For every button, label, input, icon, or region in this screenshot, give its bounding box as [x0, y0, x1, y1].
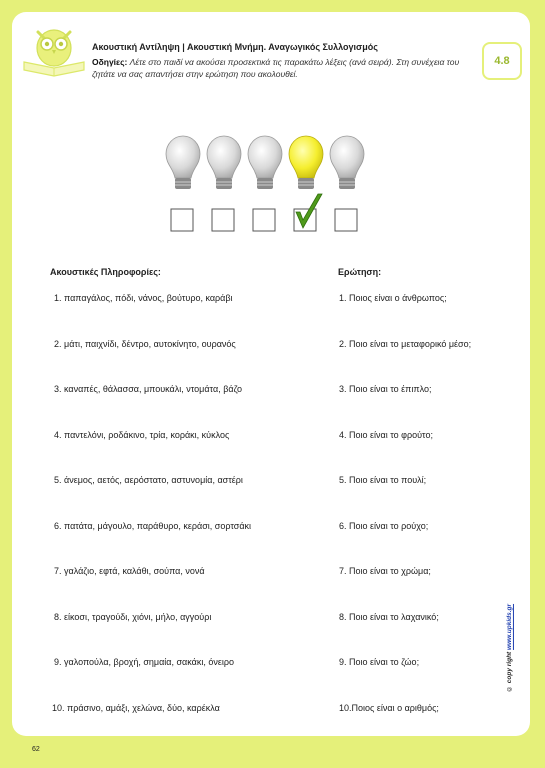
word-list-item: 10. πράσινο, αμάξι, χελώνα, δύο, καρέκλα [52, 703, 220, 713]
question-item: 10.Ποιος είναι ο αριθμός; [339, 703, 439, 713]
question-item: 5. Ποιο είναι το πουλί; [339, 475, 427, 485]
checkbox[interactable] [212, 209, 234, 231]
question-heading: Ερώτηση: [338, 267, 382, 277]
lightbulb-icon [330, 136, 364, 178]
owl-logo [16, 16, 94, 80]
lightbulb-icon [207, 136, 241, 178]
lightbulb-icon [248, 136, 282, 178]
checkbox[interactable] [253, 209, 275, 231]
copyright-label: © copy right [506, 651, 513, 692]
question-item: 3. Ποιο είναι το έπιπλο; [339, 384, 432, 394]
auditory-info-heading: Ακουστικές Πληροφορίες: [50, 267, 161, 277]
bulb-1 [166, 136, 200, 231]
word-list-item: 3. καναπές, θάλασσα, μπουκάλι, ντομάτα, βάζο [54, 384, 242, 394]
bulb-4-lit [289, 136, 323, 231]
copyright-notice [506, 572, 522, 692]
question-item: 6. Ποιο είναι το ρούχο; [339, 521, 429, 531]
website-link[interactable]: www.upkids.gr [506, 603, 513, 650]
word-list-item: 5. άνεμος, αετός, αερόστατο, αστυνομία, αστέρι [54, 475, 243, 485]
word-list-item: 6. πατάτα, μάγουλο, παράθυρο, κεράσι, σορτσάκι [54, 521, 252, 531]
question-item: 8. Ποιο είναι το λαχανικό; [339, 612, 439, 622]
bulb-3 [248, 136, 282, 231]
lightbulb-icon [166, 136, 200, 178]
bulb-2 [207, 136, 241, 231]
worksheet-page [12, 12, 530, 736]
question-item: 9. Ποιο είναι το ζώο; [339, 657, 420, 667]
word-list-item: 7. γαλάζιο, εφτά, καλάθι, σούπα, νονά [54, 566, 205, 576]
instructions-text: Λέτε στο παιδί να ακούσει προσεκτικά τις παρακάτω λέξεις (ανά σειρά). Στη συνέχεια του ζητάτε να σας απαντήσει στην ερώτηση που ακολουθεί. [92, 57, 460, 79]
checkbox[interactable] [171, 209, 193, 231]
activity-title: Ακουστική Αντίληψη | Ακουστική Μνήμη. Αναγωγικός Συλλογισμός [92, 42, 378, 52]
question-item: 2. Ποιο είναι το μεταφορικό μέσο; [339, 339, 472, 349]
exercise-number-badge: 4.8 [482, 42, 522, 80]
word-list-item: 4. παντελόνι, ροδάκινο, τρία, κοράκι, κύκλος [54, 430, 230, 440]
checkbox[interactable] [335, 209, 357, 231]
lightbulb-on-icon [289, 136, 323, 178]
instructions-label: Οδηγίες: [92, 57, 128, 67]
bulb-row [162, 132, 382, 242]
bulb-5 [330, 136, 364, 231]
word-list-item: 8. είκοσι, τραγούδι, χιόνι, μήλο, αγγούρι [54, 612, 212, 622]
word-list-item: 9. γαλοπούλα, βροχή, σημαία, σακάκι, όνειρο [54, 657, 234, 667]
word-list-item: 1. παπαγάλος, πόδι, νάνος, βούτυρο, καράβι [54, 293, 233, 303]
question-item: 4. Ποιο είναι το φρούτο; [339, 430, 433, 440]
instructions [92, 56, 477, 80]
page-number: 62 [32, 746, 40, 753]
word-list-item: 2. μάτι, παιχνίδι, δέντρο, αυτοκίνητο, ουρανός [54, 339, 236, 349]
question-item: 7. Ποιο είναι το χρώμα; [339, 566, 431, 576]
question-item: 1. Ποιος είναι ο άνθρωπος; [339, 293, 447, 303]
